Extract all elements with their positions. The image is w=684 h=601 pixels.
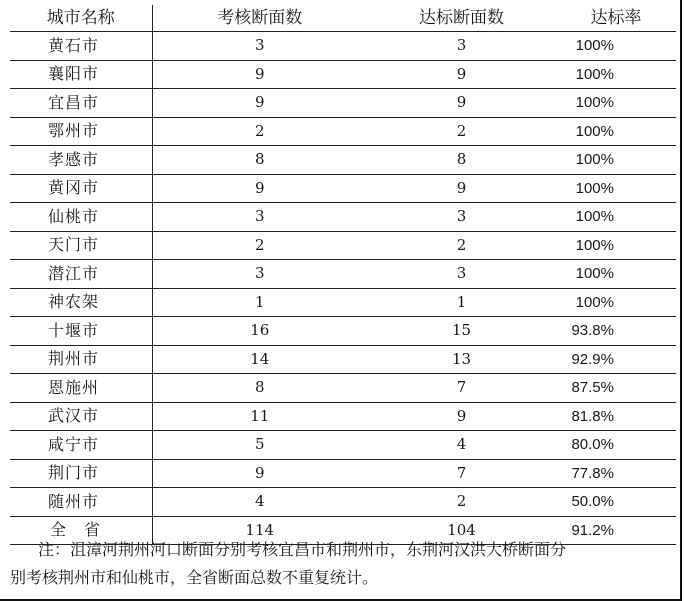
pass-rate-cell: 100%	[556, 174, 676, 203]
city-cell: 荆州市	[10, 345, 152, 374]
table-row	[10, 402, 676, 431]
passed-count-cell: 8	[367, 146, 556, 175]
table-row	[10, 288, 676, 317]
assessed-count-cell: 2	[152, 117, 367, 146]
table-body	[10, 32, 676, 545]
header-assessed-sections: 考核断面数	[152, 5, 367, 32]
table-row	[10, 32, 676, 61]
table-row	[10, 317, 676, 346]
city-cell: 潜江市	[10, 260, 152, 289]
water-quality-table	[10, 5, 676, 545]
city-cell: 仙桃市	[10, 203, 152, 232]
assessed-count-cell: 9	[152, 89, 367, 118]
passed-count-cell: 9	[367, 60, 556, 89]
passed-count-cell: 3	[367, 260, 556, 289]
passed-count-cell: 15	[367, 317, 556, 346]
table-row	[10, 431, 676, 460]
passed-count-cell: 9	[367, 89, 556, 118]
assessed-count-cell: 9	[152, 60, 367, 89]
pass-rate-cell: 100%	[556, 288, 676, 317]
pass-rate-cell: 80.0%	[556, 431, 676, 460]
pass-rate-cell: 100%	[556, 231, 676, 260]
assessed-count-cell: 14	[152, 345, 367, 374]
assessed-count-cell: 16	[152, 317, 367, 346]
pass-rate-cell: 100%	[556, 146, 676, 175]
city-cell: 天门市	[10, 231, 152, 260]
city-cell: 神农架	[10, 288, 152, 317]
city-cell: 宜昌市	[10, 89, 152, 118]
header-pass-rate: 达标率	[556, 5, 676, 32]
passed-count-cell: 2	[367, 231, 556, 260]
table-row	[10, 260, 676, 289]
pass-rate-cell: 91.2%	[556, 516, 676, 545]
pass-rate-cell: 100%	[556, 117, 676, 146]
pass-rate-cell: 100%	[556, 32, 676, 61]
pass-rate-cell: 93.8%	[556, 317, 676, 346]
city-cell: 随州市	[10, 488, 152, 517]
header-city-name: 城市名称	[10, 5, 152, 32]
passed-count-cell: 2	[367, 488, 556, 517]
assessed-count-cell: 1	[152, 288, 367, 317]
passed-count-cell: 9	[367, 402, 556, 431]
header-passed-sections: 达标断面数	[367, 5, 556, 32]
table-row	[10, 146, 676, 175]
passed-count-cell: 7	[367, 374, 556, 403]
table-row	[10, 459, 676, 488]
city-cell: 黄冈市	[10, 174, 152, 203]
city-cell: 咸宁市	[10, 431, 152, 460]
passed-count-cell: 7	[367, 459, 556, 488]
pass-rate-cell: 77.8%	[556, 459, 676, 488]
assessed-count-cell: 114	[152, 516, 367, 545]
pass-rate-cell: 81.8%	[556, 402, 676, 431]
city-cell: 黄石市	[10, 32, 152, 61]
assessed-count-cell: 4	[152, 488, 367, 517]
table-row	[10, 60, 676, 89]
pass-rate-cell: 100%	[556, 60, 676, 89]
table-row	[10, 203, 676, 232]
city-cell: 襄阳市	[10, 60, 152, 89]
passed-count-cell: 4	[367, 431, 556, 460]
city-cell: 恩施州	[10, 374, 152, 403]
pass-rate-cell: 100%	[556, 260, 676, 289]
footnote-line-1: 注：沮漳河荆州河口断面分别考核宜昌市和荆州市，东荆河汉洪大桥断面分	[38, 540, 567, 559]
passed-count-cell: 104	[367, 516, 556, 545]
assessed-count-cell: 3	[152, 260, 367, 289]
passed-count-cell: 3	[367, 203, 556, 232]
footnote-line-2: 别考核荆州市和仙桃市，全省断面总数不重复统计。	[10, 568, 379, 587]
passed-count-cell: 1	[367, 288, 556, 317]
passed-count-cell: 2	[367, 117, 556, 146]
assessed-count-cell: 3	[152, 203, 367, 232]
pass-rate-cell: 100%	[556, 89, 676, 118]
city-cell: 孝感市	[10, 146, 152, 175]
city-cell: 武汉市	[10, 402, 152, 431]
passed-count-cell: 9	[367, 174, 556, 203]
assessed-count-cell: 8	[152, 146, 367, 175]
table-row	[10, 117, 676, 146]
assessed-count-cell: 9	[152, 459, 367, 488]
table-row	[10, 174, 676, 203]
assessed-count-cell: 2	[152, 231, 367, 260]
table-row	[10, 231, 676, 260]
pass-rate-cell: 50.0%	[556, 488, 676, 517]
pass-rate-cell: 92.9%	[556, 345, 676, 374]
assessed-count-cell: 8	[152, 374, 367, 403]
table-header-row	[10, 5, 676, 32]
city-cell: 全省	[10, 516, 152, 545]
assessed-count-cell: 3	[152, 32, 367, 61]
city-cell: 鄂州市	[10, 117, 152, 146]
table-row	[10, 374, 676, 403]
assessed-count-cell: 11	[152, 402, 367, 431]
city-cell: 十堰市	[10, 317, 152, 346]
assessed-count-cell: 9	[152, 174, 367, 203]
pass-rate-cell: 87.5%	[556, 374, 676, 403]
table-row	[10, 488, 676, 517]
table-footnote	[10, 536, 674, 592]
passed-count-cell: 13	[367, 345, 556, 374]
table-row	[10, 89, 676, 118]
passed-count-cell: 3	[367, 32, 556, 61]
assessed-count-cell: 5	[152, 431, 367, 460]
table-row	[10, 345, 676, 374]
pass-rate-cell: 100%	[556, 203, 676, 232]
city-cell: 荆门市	[10, 459, 152, 488]
